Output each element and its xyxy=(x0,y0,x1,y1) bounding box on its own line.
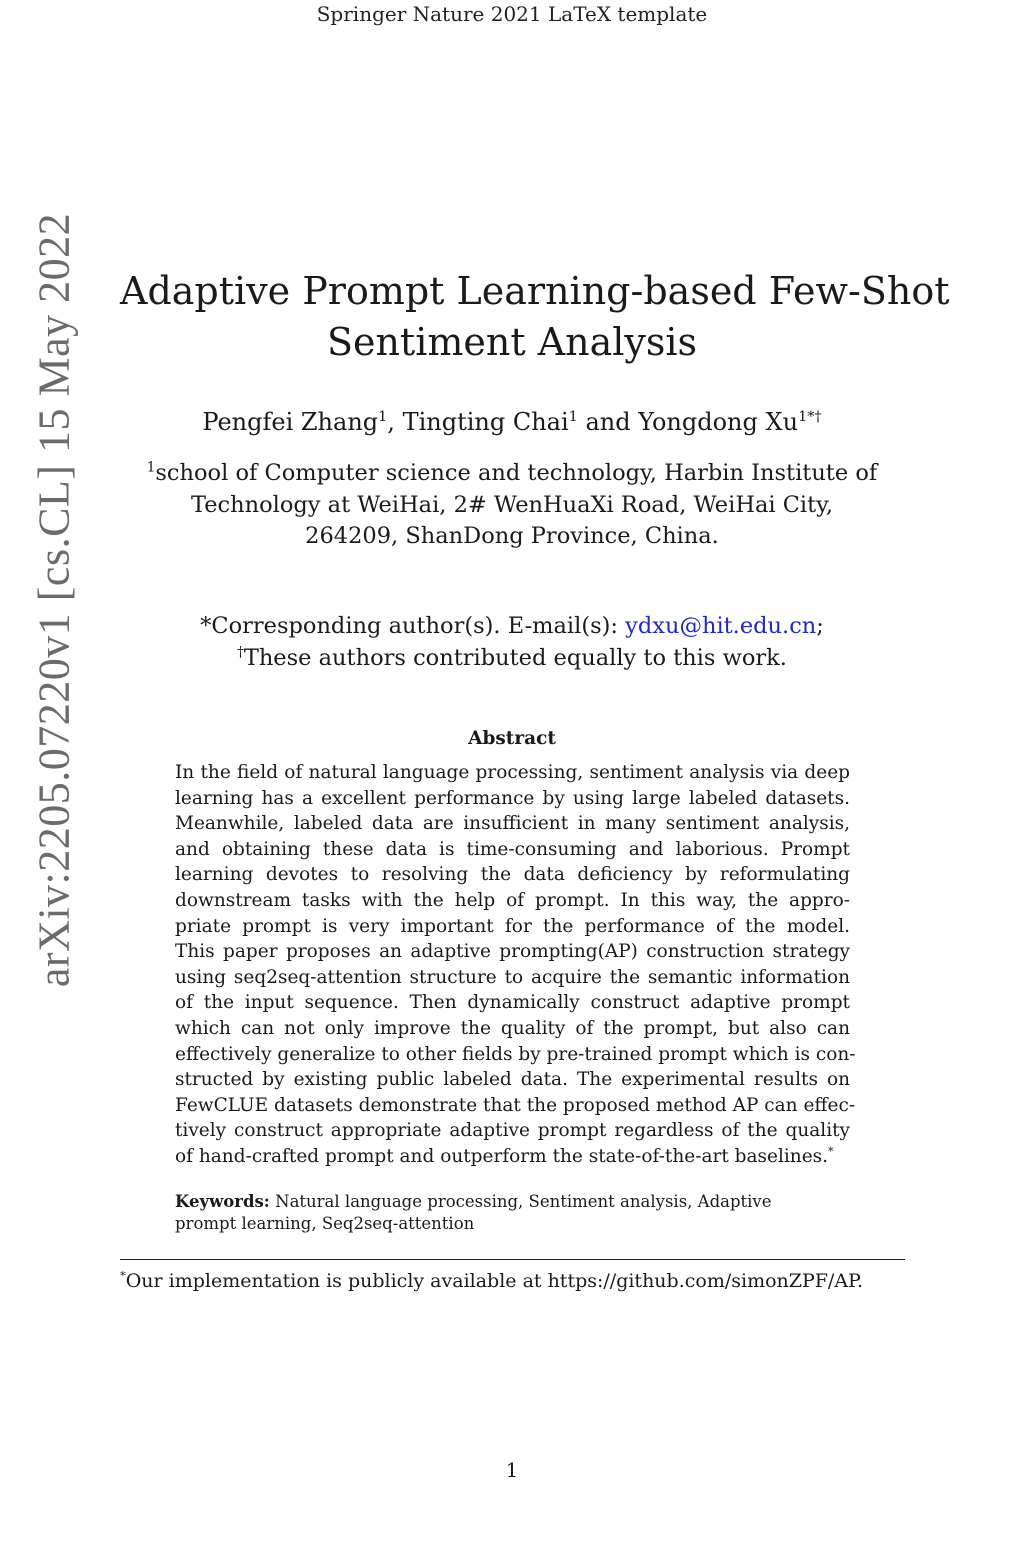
arxiv-identifier: arXiv:2205.07220v1 [cs.CL] 15 May 2022 xyxy=(29,212,79,988)
paper-title xyxy=(120,266,950,368)
affiliation-mark: 1*† xyxy=(798,409,822,425)
equal-contribution-line: †These authors contributed equally to this work. xyxy=(237,644,787,671)
abstract-line: In the field of natural language processing, sentiment analysis via deep xyxy=(175,762,850,783)
abstract-line: downstream tasks with the help of prompt. In this way, the appro- xyxy=(175,889,850,911)
abstract-line: and obtaining these data is time-consuming and laborious. Prompt xyxy=(175,838,850,860)
footnote-mark: * xyxy=(120,1268,126,1283)
author-name: Yongdong Xu xyxy=(638,408,799,436)
abstract-line: of the input sequence. Then dynamically construct adaptive prompt xyxy=(175,992,850,1014)
affiliation-line: Technology at WeiHai, 2# WenHuaXi Road, WeiHai City, xyxy=(190,491,834,518)
abstract-line: Meanwhile, labeled data are insufficient in many sentiment analysis, xyxy=(175,813,850,835)
affiliation-line: 264209, ShanDong Province, China. xyxy=(305,523,719,549)
abstract-line: which can not only improve the quality of the prompt, but also can xyxy=(175,1017,850,1039)
keywords-line: prompt learning, Seq2seq-attention xyxy=(175,1214,475,1233)
abstract-line: priate prompt is very important for the performance of the model. xyxy=(175,915,850,937)
abstract-line: tively construct appropriate adaptive prompt regardless of the quality xyxy=(175,1120,850,1142)
abstract-line: learning has a excellent performance by using large labeled datasets. xyxy=(175,787,850,809)
keywords-label: Keywords: xyxy=(175,1192,270,1211)
page-number: 1 xyxy=(505,1458,519,1482)
correspondence-block xyxy=(130,610,894,674)
dagger-mark: † xyxy=(237,644,244,661)
affiliation-line: $^1$school of Computer science and technology, Harbin Institute of xyxy=(146,459,878,486)
abstract-line: using seq2seq-attention structure to acquire the semantic information xyxy=(175,966,850,988)
affiliation xyxy=(130,458,894,553)
running-header: Springer Nature 2021 LaTeX template xyxy=(316,2,708,26)
footnote xyxy=(120,1270,920,1292)
footnote-text: Our implementation is publicly available at https://github.com/simonZPF/AP. xyxy=(125,1270,864,1292)
affiliation-mark: 1 xyxy=(146,459,156,476)
abstract-line: effectively generalize to other fields by pre-trained prompt which is con- xyxy=(175,1043,856,1065)
keywords-line: Keywords: Natural language processing, Sentiment analysis, Adaptive xyxy=(175,1192,772,1211)
abstract-line: learning devotes to resolving the data deficiency by reformulating xyxy=(175,864,850,886)
footnote-divider xyxy=(120,1259,905,1260)
abstract-line: structed by existing public labeled data. The experimental results on xyxy=(175,1069,850,1091)
abstract-body xyxy=(175,760,856,1170)
affiliation-mark: 1 xyxy=(568,409,578,425)
author-name: Tingting Chai xyxy=(402,408,569,436)
footnote-mark: * xyxy=(828,1144,834,1158)
abstract-line: This paper proposes an adaptive prompting(AP) construction strategy xyxy=(175,941,850,963)
author-list: Pengfei Zhang$^1$, Tingting Chai$^1$ and Yongdong $Xu^{1*\dagger}$ xyxy=(202,408,822,436)
author-conjunction: and xyxy=(585,408,631,436)
title-line-2: Sentiment Analysis xyxy=(326,320,698,364)
title-line-1: Adaptive Prompt Learning-based Few-Shot xyxy=(120,269,950,313)
abstract-heading: Abstract xyxy=(468,728,556,749)
affiliation-mark: 1 xyxy=(378,409,388,425)
abstract-line: of hand-crafted prompt and outperform the state-of-the-art baselines.* xyxy=(175,1144,834,1167)
corresponding-author-line: *Corresponding author(s). E-mail(s): ydxu@hit.edu.cn; xyxy=(200,613,824,639)
keywords xyxy=(175,1191,850,1235)
abstract-line: FewCLUE datasets demonstrate that the proposed method AP can effec- xyxy=(175,1094,856,1116)
email-link[interactable]: ydxu@hit.edu.cn xyxy=(625,613,817,639)
author-name: Pengfei Zhang xyxy=(202,408,379,436)
